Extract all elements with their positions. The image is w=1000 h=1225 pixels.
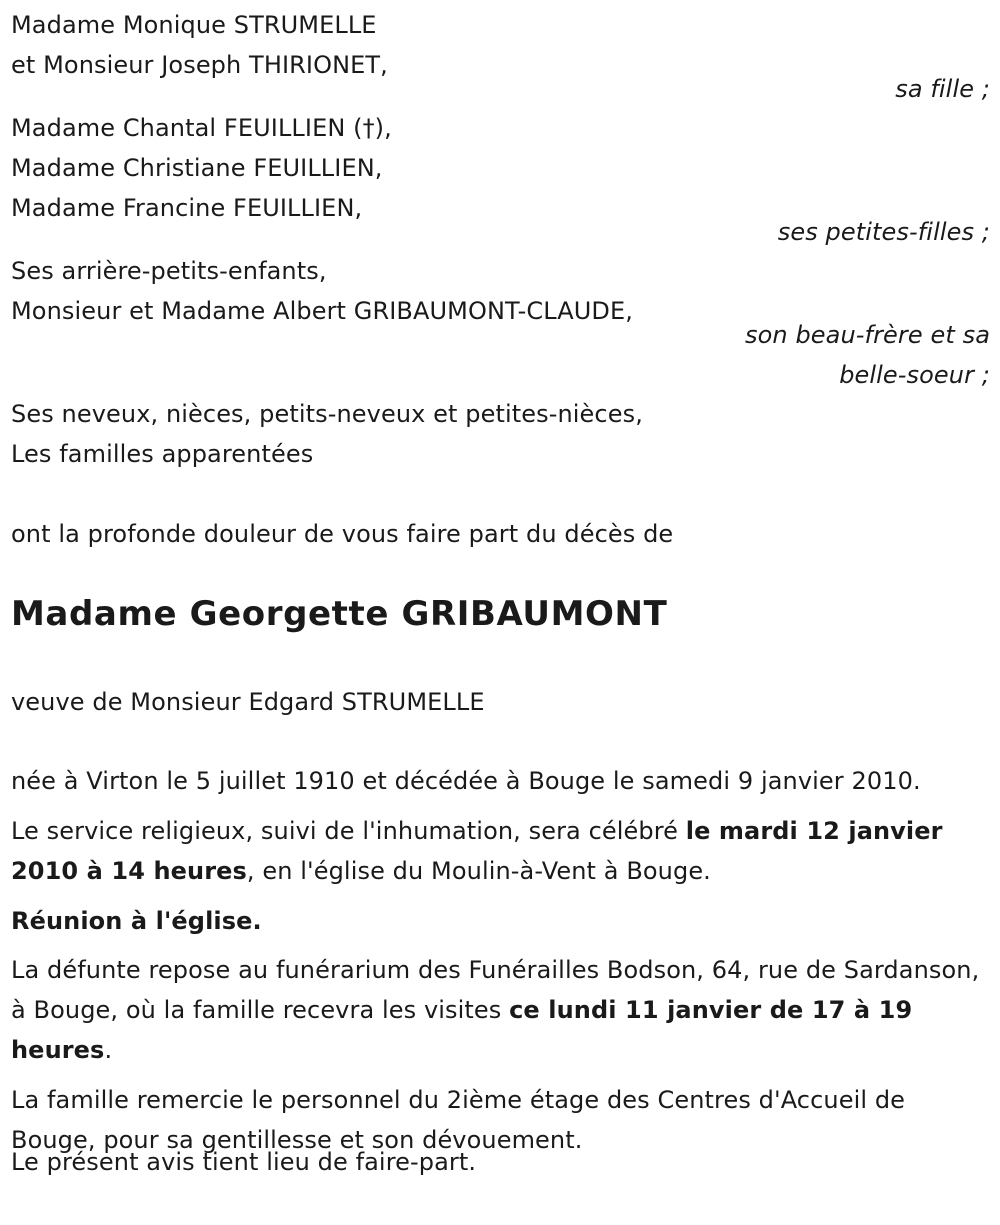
family-granddaughter-line-1: Madame Chantal FEUILLIEN (†), <box>11 114 392 142</box>
relation-granddaughters: ses petites-filles ; <box>777 218 990 246</box>
thanks-paragraph: La famille remercie le personnel du 2ième étage des Centres d'Accueil de Bouge, pour sa gentillesse et son dévouement. <box>11 1086 906 1154</box>
closing-paragraph: Le présent avis tient lieu de faire-part. <box>11 1148 477 1176</box>
relation-inlaw-line-1: son beau-frère et sa <box>745 321 990 349</box>
family-granddaughter-line-3: Madame Francine FEUILLIEN, <box>11 194 363 222</box>
widow-of-text: veuve de Monsieur Edgard STRUMELLE <box>11 688 485 716</box>
family-daughter-line-1: Madame Monique STRUMELLE <box>11 11 377 39</box>
family-relatives-line-1: Ses neveux, nièces, petits-neveux et petites-nièces, <box>11 400 643 428</box>
visitation-time: ce lundi 11 janvier de 17 à 19 heures <box>11 996 913 1064</box>
relation-daughter: sa fille ; <box>895 75 990 103</box>
service-date: le mardi 12 janvier 2010 à 14 heures <box>11 817 943 885</box>
deceased-name: Madame Georgette GRIBAUMONT <box>11 594 668 634</box>
family-daughter-line-2: et Monsieur Joseph THIRIONET, <box>11 51 388 79</box>
relation-inlaw-line-2: belle-soeur ; <box>839 361 990 389</box>
meeting-text: Réunion à l'église. <box>11 907 262 935</box>
family-granddaughter-line-2: Madame Christiane FEUILLIEN, <box>11 154 383 182</box>
service-place: , en l'église du Moulin-à-Vent à Bouge. <box>246 857 711 885</box>
family-relatives-line-2: Les familles apparentées <box>11 440 314 468</box>
birth-death-text: née à Virton le 5 juillet 1910 et décédée à Bouge le samedi 9 janvier 2010. <box>11 767 921 795</box>
service-intro: Le service religieux, suivi de l'inhumation, sera célébré <box>11 817 686 845</box>
visitation-intro: La défunte repose au funérarium des Funérailles Bodson, 64, rue de Sardanson, à Bouge, où la famille recevra les visites <box>11 956 980 1024</box>
family-inlaw-line-1: Ses arrière-petits-enfants, <box>11 257 327 285</box>
announcement-text: ont la profonde douleur de vous faire part du décès de <box>11 520 674 548</box>
meeting-paragraph <box>11 901 993 941</box>
family-inlaw-line-2: Monsieur et Madame Albert GRIBAUMONT-CLAUDE, <box>11 297 633 325</box>
visitation-end: . <box>104 1036 113 1064</box>
visitation-paragraph <box>11 950 993 1070</box>
service-paragraph <box>11 811 993 891</box>
